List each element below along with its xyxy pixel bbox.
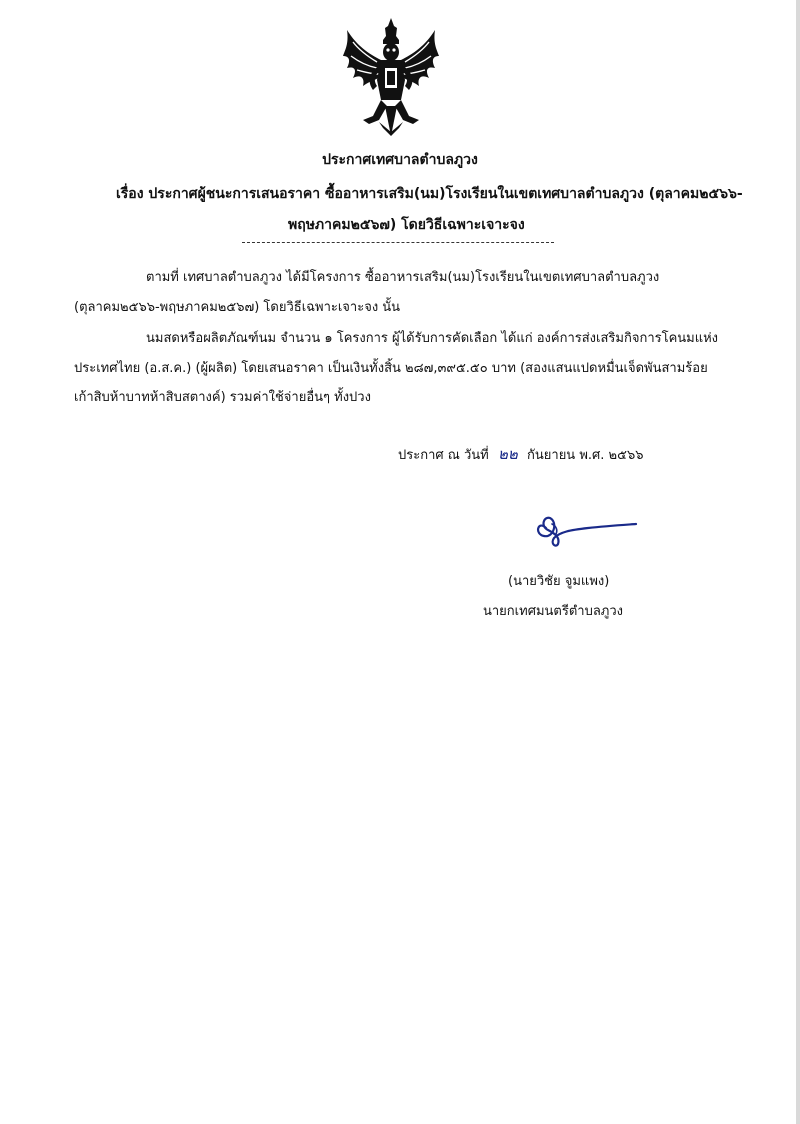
signatory-position: นายกเทศมนตรีตำบลภูวง [483, 604, 623, 619]
subject-line-1: เรื่อง ประกาศผู้ชนะการเสนอราคา ซื้ออาหารเสริม(นม)โรงเรียนในเขตเทศบาลตำบลภูวง (ตุลาคม๒๕๖๖- [116, 186, 743, 202]
body-line-4: ประเทศไทย (อ.ส.ค.) (ผู้ผลิต) โดยเสนอราคา เป็นเงินทั้งสิ้น ๒๘๗,๓๙๕.๕๐ บาท (สองแสนแปดหมื่นเจ็ดพันสามร้อย [74, 361, 708, 376]
divider [242, 242, 554, 243]
body-line-1: ตามที่ เทศบาลตำบลภูวง ได้มีโครงการ ซื้ออาหารเสริม(นม)โรงเรียนในเขตเทศบาลตำบลภูวง [146, 270, 660, 285]
signatory-name: (นายวิชัย จูมแพง) [508, 574, 610, 589]
garuda-emblem-icon [339, 16, 443, 138]
signature-icon [530, 508, 640, 550]
date-day: ๒๒ [497, 445, 518, 463]
date-suffix: กันยายน พ.ศ. ๒๕๖๖ [527, 448, 644, 463]
body-line-2: (ตุลาคม๒๕๖๖-พฤษภาคม๒๕๖๗) โดยวิธีเฉพาะเจาะจง นั้น [74, 300, 401, 315]
announcement-date [398, 442, 643, 466]
body-line-3: นมสดหรือผลิตภัณฑ์นม จำนวน ๑ โครงการ ผู้ได้รับการคัดเลือก ได้แก่ องค์การส่งเสริมกิจการโคนมแห่ง [146, 331, 719, 346]
subject-line-2: พฤษภาคม๒๕๖๗) โดยวิธีเฉพาะเจาะจง [288, 217, 525, 233]
body-line-5: เก้าสิบห้าบาทห้าสิบสตางค์) รวมค่าใช้จ่ายอื่นๆ ทั้งปวง [74, 390, 371, 405]
document-title: ประกาศเทศบาลตำบลภูวง [322, 152, 478, 168]
date-prefix: ประกาศ ณ วันที่ [398, 448, 489, 463]
